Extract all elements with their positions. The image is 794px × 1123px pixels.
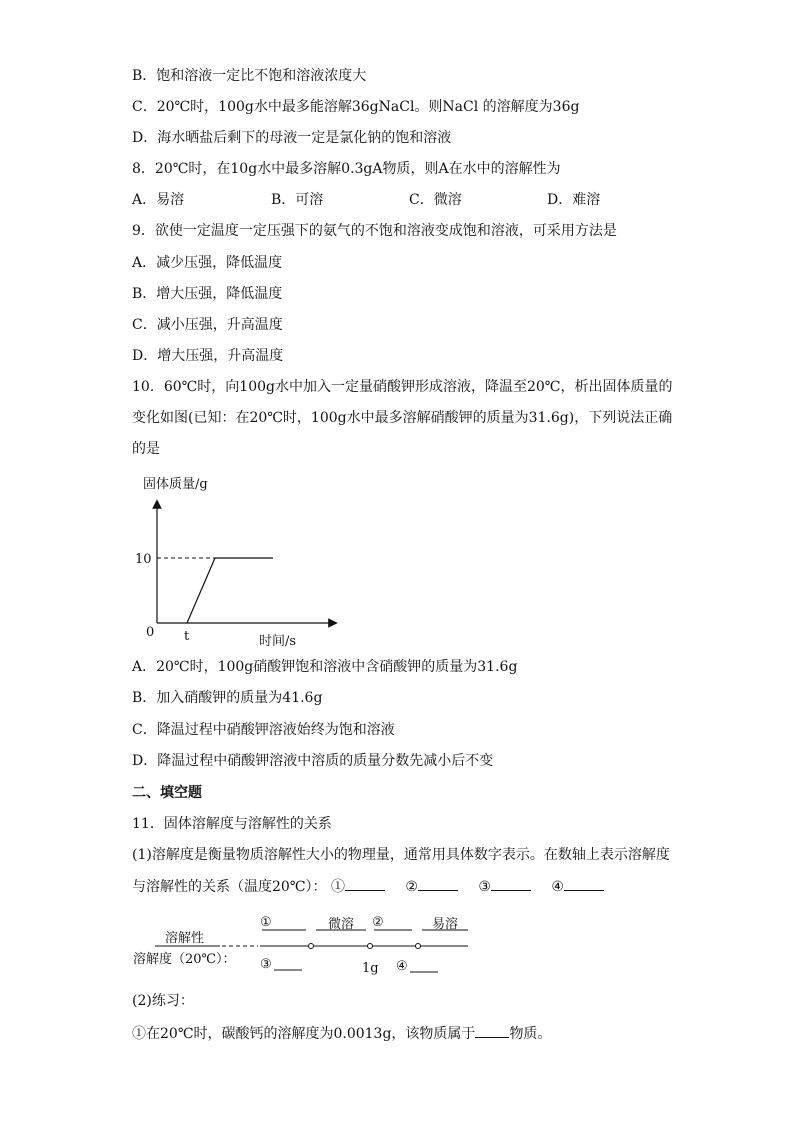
- q8-option-a: A．易溶: [132, 192, 185, 208]
- q11-part2-item1-suffix: 物质。: [509, 1026, 552, 1042]
- chart-x-tick-t: t: [184, 629, 190, 644]
- q10-stem-2: 变化如图(已知：在20℃时，100g水中最多溶解硝酸钾的质量为31.6g)，下列说法正确: [132, 410, 673, 426]
- diagram-node-1: [309, 944, 314, 949]
- q10-option-b: B．加入硝酸钾的质量为41.6g: [132, 690, 323, 706]
- q9-option-a: A．减少压强，降低温度: [132, 255, 283, 271]
- section-heading-fill-in: 二、填空题: [132, 785, 202, 801]
- q7-option-c: C．20℃时，100g水中最多能溶解36gNaCl。则NaCl 的溶解度为36g: [132, 99, 580, 115]
- q11-stem: 11．固体溶解度与溶解性的关系: [132, 816, 332, 832]
- diagram-bottom-label: 溶解度（20℃）：: [133, 952, 236, 967]
- chart-y-label: 固体质量/g: [143, 477, 208, 492]
- q11-blank-1-label: ①: [330, 879, 345, 895]
- chart-series-line: [187, 558, 273, 623]
- q7-option-b: B．饱和溶液一定比不饱和溶液浓度大: [132, 68, 367, 84]
- diagram-bottom-mark-1g: 1g: [362, 961, 379, 976]
- q10-option-d: D．降温过程中硝酸钾溶液中溶质的质量分数先减小后不变: [132, 753, 494, 769]
- q10-option-c: C．降温过程中硝酸钾溶液始终为饱和溶液: [132, 722, 395, 738]
- diagram-top-label: 溶解性: [165, 931, 205, 946]
- q11-blank-1[interactable]: [345, 876, 385, 891]
- q10-stem-1: 10．60℃时，向100g水中加入一定量硝酸钾形成溶液，降温至20℃，析出固体质量的: [132, 379, 673, 395]
- q9-stem: 9．欲使一定温度一定压强下的氨气的不饱和溶液变成饱和溶液，可采用方法是: [132, 223, 617, 239]
- diagram-top-mark-weirong: 微溶: [328, 917, 355, 932]
- q11-part1-prefix: 与溶解性的关系（温度20℃）：: [132, 879, 327, 895]
- q11-part2-blank[interactable]: [475, 1023, 509, 1038]
- q8-option-d: D．难溶: [547, 192, 601, 208]
- q11-blank-3-label: ③: [478, 879, 491, 895]
- q8-options: [0, 190, 794, 210]
- diagram-node-3: [416, 944, 421, 949]
- chart-y-tick-10: 10: [135, 552, 152, 567]
- chart-x-label: 时间/s: [259, 634, 297, 649]
- diagram-bottom-mark-4: ④: [396, 959, 408, 974]
- q8-stem: 8．20℃时，在10g水中最多溶解0.3gA物质，则A在水中的溶解性为: [132, 161, 561, 177]
- q9-option-b: B．增大压强，降低温度: [132, 286, 283, 302]
- q9-option-c: C．减小压强，升高温度: [132, 317, 283, 333]
- q11-part2-item1-prefix: ①在20℃时，碳酸钙的溶解度为0.0013g，该物质属于: [132, 1026, 476, 1042]
- diagram-top-mark-1: ①: [260, 915, 272, 930]
- q9-option-d: D．增大压强，升高温度: [132, 348, 284, 364]
- q8-option-b: B．可溶: [271, 192, 324, 208]
- q11-blank-4-label: ④: [551, 879, 564, 895]
- diagram-top-mark-2: ②: [372, 915, 384, 930]
- q10-option-a: A．20℃时，100g硝酸钾饱和溶液中含硝酸钾的质量为31.6g: [132, 659, 518, 675]
- chart-origin-label: 0: [146, 625, 155, 640]
- q11-part2: (2)练习：: [132, 993, 194, 1009]
- q11-part1-line2: [132, 876, 604, 897]
- q10-chart: [128, 470, 368, 650]
- q11-blank-2-label: ②: [405, 879, 418, 895]
- diagram-node-2: [368, 944, 373, 949]
- diagram-bottom-mark-3: ③: [260, 957, 272, 972]
- q11-blank-4[interactable]: [564, 876, 604, 891]
- q10-stem-3: 的是: [132, 441, 160, 457]
- q11-blank-3[interactable]: [491, 876, 531, 891]
- q7-option-d: D．海水晒盐后剩下的母液一定是氯化钠的饱和溶液: [132, 130, 452, 146]
- q8-option-c: C．微溶: [409, 192, 462, 208]
- diagram-top-mark-yirong: 易溶: [432, 917, 459, 932]
- solubility-axis-diagram: [130, 908, 490, 978]
- q11-blank-2[interactable]: [418, 876, 458, 891]
- q11-part2-item1: [132, 1023, 551, 1044]
- q11-part1-line1: (1)溶解度是衡量物质溶解性大小的物理量，通常用具体数字表示。在数轴上表示溶解度: [132, 847, 670, 863]
